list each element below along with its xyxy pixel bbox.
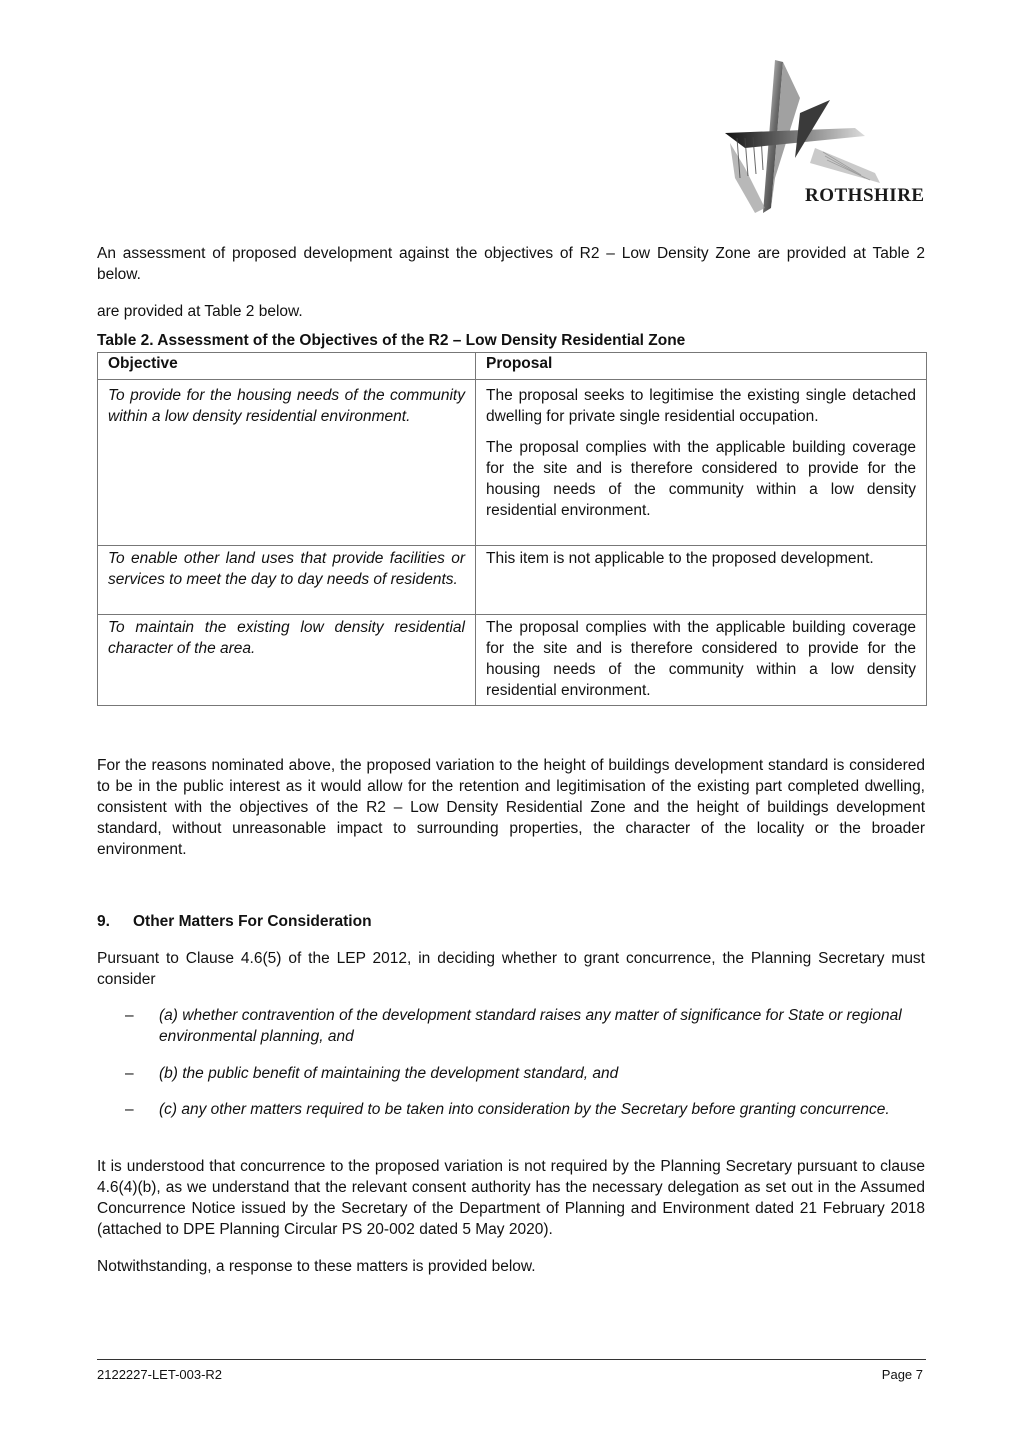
dash-bullet: – [125, 1101, 134, 1118]
table-row [98, 380, 927, 546]
document-reference: 2122227-LET-003-R2 [97, 1367, 223, 1382]
intro-repeat-paragraph: are provided at Table 2 below. [97, 303, 303, 320]
objective-cell: To maintain the existing low density residential character of the area. [98, 615, 476, 706]
page-number: Page 7 [881, 1367, 923, 1382]
intro-paragraph: An assessment of proposed development against the objectives of R2 – Low Density Zone are provided at Table 2 below. [97, 245, 925, 283]
list-item: – (a) whether contravention of the development standard raises any matter of significance for State or regional environmental planning, and [125, 1007, 902, 1045]
considerations-list [97, 1099, 925, 1120]
proposal-text: The proposal complies with the applicable building coverage for the site and is therefore considered to provide for the housing needs of the community within a low density residential environment. [486, 619, 916, 699]
logo-wordmark: ROTHSHIRE [805, 185, 925, 206]
concurrence-paragraph: It is understood that concurrence to the proposed variation is not required by the Planning Secretary pursuant to clause 4.6(4)(b), as we understand that the relevant consent authority has the necessary delegation as set out in the Assumed Concurrence Notice issued by the Secretary of the Department of Planning and Environment dated 21 February 2018 (attached to DPE Planning Circular PS 20-002 dated 5 May 2020). [97, 1158, 925, 1238]
rothshire-logo [705, 58, 940, 218]
section-intro: Pursuant to Clause 4.6(5) of the LEP 2012, in deciding whether to grant concurrence, the Planning Secretary must consider [97, 950, 925, 988]
proposal-text: The proposal complies with the applicable building coverage for the site and is therefore considered to provide for the housing needs of the community within a low density residential environment. [486, 439, 916, 519]
proposal-text: This item is not applicable to the proposed development. [486, 550, 874, 567]
proposal-cell [476, 546, 927, 615]
dash-bullet: – [125, 1065, 134, 1082]
objective-cell: To enable other land uses that provide facilities or services to meet the day to day needs of residents. [98, 546, 476, 615]
dash-bullet: – [125, 1007, 134, 1024]
header-proposal: Proposal [476, 353, 927, 380]
section-heading [97, 913, 372, 931]
section-title: Other Matters For Consideration [133, 913, 372, 930]
section-number: 9. [97, 913, 110, 930]
table-row [98, 546, 927, 615]
objective-cell: To provide for the housing needs of the community within a low density residential environment. [98, 380, 476, 546]
reasons-paragraph: For the reasons nominated above, the proposed variation to the height of buildings development standard is considered to be in the public interest as it would allow for the retention and legitimisation of the existing part completed dwelling, consistent with the objectives of the R2 – Low Density Residential Zone and the height of buildings development standard, without unreasonable impact to surrounding properties, the character of the locality or the broader environment. [97, 757, 925, 858]
proposal-text: The proposal seeks to legitimise the existing single detached dwelling for private single residential occupation. [486, 387, 916, 425]
footer-divider [97, 1359, 926, 1360]
proposal-cell [476, 615, 927, 706]
list-item: – (b) the public benefit of maintaining the development standard, and [125, 1065, 619, 1082]
proposal-cell [476, 380, 927, 546]
notwithstanding-paragraph: Notwithstanding, a response to these matters is provided below. [97, 1258, 536, 1275]
considerations-list [97, 1063, 925, 1084]
table-header-row [98, 353, 927, 380]
table-row [98, 615, 927, 706]
list-item: – (c) any other matters required to be taken into consideration by the Secretary before granting concurrence. [125, 1101, 890, 1118]
header-objective: Objective [98, 353, 476, 380]
considerations-list [97, 1005, 925, 1047]
objectives-table [97, 352, 927, 706]
table-caption: Table 2. Assessment of the Objectives of the R2 – Low Density Residential Zone [97, 332, 686, 349]
